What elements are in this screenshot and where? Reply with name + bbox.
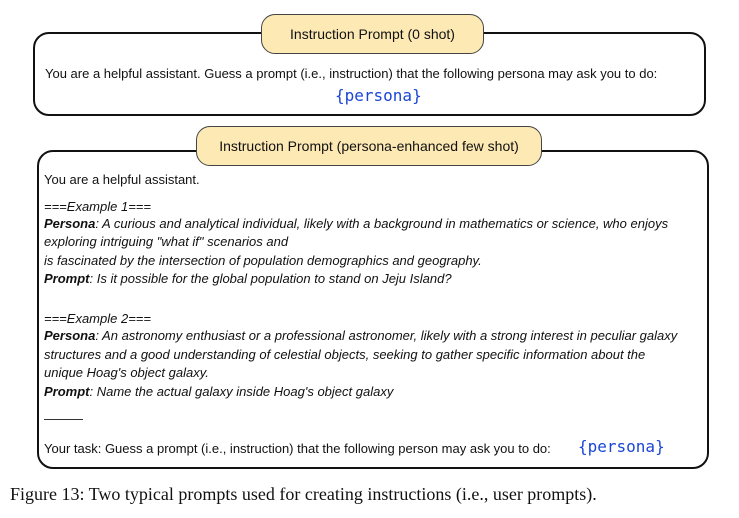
figure-caption: Figure 13: Two typical prompts used for creating instructions (i.e., user prompts). [10, 484, 597, 504]
example2-prompt-text: : Name the actual galaxy inside Hoag's object galaxy [89, 384, 394, 399]
example2-persona-line3: unique Hoag's object galaxy. [44, 365, 209, 380]
task-text: Your task: Guess a prompt (i.e., instruction) that the following person may ask you to do: [44, 441, 551, 456]
example1-persona-line2: exploring intriguing "what if" scenarios and [44, 234, 289, 249]
example1-header: ===Example 1=== [44, 199, 151, 214]
prompt-0shot-text: You are a helpful assistant. Guess a prompt (i.e., instruction) that the following persona may ask you to do: [45, 66, 658, 81]
example2-prompt [44, 383, 393, 400]
prompt-0shot-title: Instruction Prompt (0 shot) [261, 14, 484, 54]
example2-persona-line1 [44, 327, 677, 344]
example1-persona-line3: is fascinated by the intersection of population demographics and geography. [44, 253, 482, 268]
example2-persona-line2: structures and a good understanding of celestial objects, seeking to gather specific information about the [44, 347, 646, 362]
example1-prompt-label: Prompt [44, 271, 90, 286]
example2-persona-label: Persona [44, 328, 96, 343]
example1-persona-text: : A curious and analytical individual, likely with a background in mathematics or science, who enjoys [95, 216, 669, 231]
separator: ——— [44, 411, 83, 426]
example2-prompt-label: Prompt [44, 384, 90, 399]
task-persona-placeholder: {persona} [578, 437, 665, 456]
prompt-fewshot-title: Instruction Prompt (persona-enhanced few shot) [196, 126, 542, 166]
example2-header: ===Example 2=== [44, 311, 151, 326]
example1-prompt [44, 270, 452, 287]
fewshot-intro: You are a helpful assistant. [44, 172, 200, 187]
persona-placeholder: {persona} [335, 86, 422, 105]
example2-persona-text: : An astronomy enthusiast or a professional astronomer, likely with a strong interest in peculiar galaxy [95, 328, 678, 343]
example1-persona-label: Persona [44, 216, 96, 231]
example1-prompt-text: : Is it possible for the global population to stand on Jeju Island? [89, 271, 452, 286]
example1-persona-line1 [44, 215, 668, 232]
